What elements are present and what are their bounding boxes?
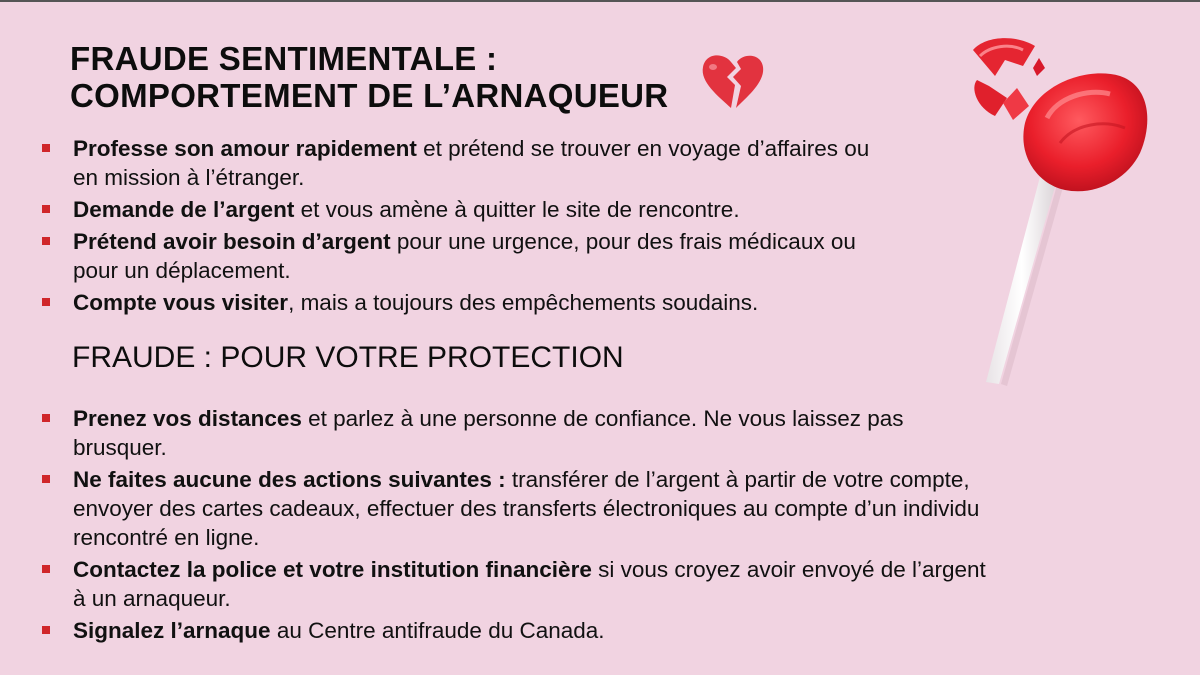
list-item [0, 288, 880, 317]
bullet-icon [42, 237, 50, 245]
protection-list [0, 404, 990, 648]
item-bold: Professe son amour rapidement [73, 136, 417, 161]
behavior-list [0, 134, 880, 320]
broken-lollipop-illustration [955, 28, 1165, 398]
item-text: , mais a toujours des empêchements soudains. [288, 290, 759, 315]
item-bold: Contactez la police et votre institution financière [73, 557, 592, 582]
title-line-1: FRAUDE SENTIMENTALE : [70, 40, 498, 77]
title-line-2: COMPORTEMENT DE L’ARNAQUEUR [70, 77, 669, 114]
top-border [0, 0, 1200, 2]
item-text: et prétend se trouver en voyage d’affaires ou en mission à l’étranger. [73, 136, 870, 190]
list-item [0, 227, 880, 285]
item-text: au Centre antifraude du Canada. [270, 618, 605, 643]
list-item [0, 555, 990, 613]
item-text: si vous croyez avoir envoyé de l’argent à un arnaqueur. [73, 557, 986, 611]
bullet-icon [42, 414, 50, 422]
item-text: et vous amène à quitter le site de rencontre. [294, 197, 740, 222]
protection-title: FRAUDE : POUR VOTRE PROTECTION [72, 341, 624, 374]
bullet-icon [42, 205, 50, 213]
broken-heart-icon [700, 52, 766, 112]
bullet-icon [42, 298, 50, 306]
item-text: et parlez à une personne de confiance. Ne vous laissez pas brusquer. [73, 406, 904, 460]
list-item [0, 134, 880, 192]
item-bold: Prétend avoir besoin d’argent [73, 229, 391, 254]
bullet-icon [42, 626, 50, 634]
item-bold: Prenez vos distances [73, 406, 302, 431]
list-item [0, 404, 990, 462]
item-text: transférer de l’argent à partir de votre compte, envoyer des cartes cadeaux, effectuer des transferts électroniques au compte d’un individu rencontré en ligne. [73, 467, 980, 550]
item-bold: Signalez l’arnaque [73, 618, 271, 643]
list-item [0, 195, 880, 224]
item-text: pour une urgence, pour des frais médicaux ou pour un déplacement. [73, 229, 856, 283]
page-title [70, 40, 668, 114]
bullet-icon [42, 144, 50, 152]
list-item [0, 616, 990, 645]
bullet-icon [42, 565, 50, 573]
item-bold: Demande de l’argent [73, 197, 295, 222]
item-bold: Ne faites aucune des actions suivantes : [73, 467, 506, 492]
list-item [0, 465, 990, 552]
item-bold: Compte vous visiter [73, 290, 289, 315]
bullet-icon [42, 475, 50, 483]
